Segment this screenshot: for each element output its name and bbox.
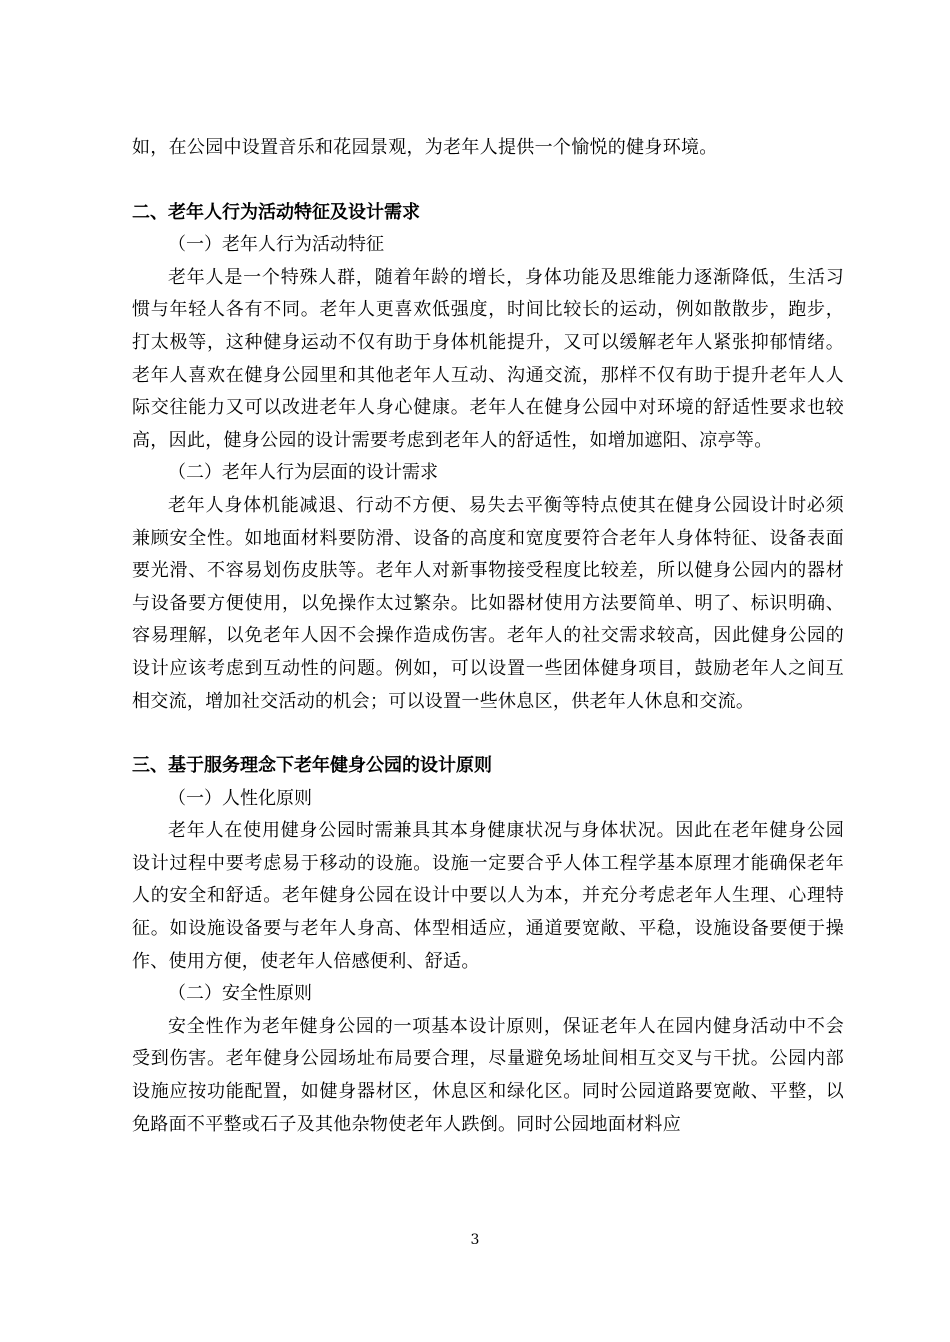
subsection-heading: （一）老年人行为活动特征 (168, 234, 384, 256)
subsection-heading: （二）老年人行为层面的设计需求 (168, 462, 438, 484)
body-paragraph: 老年人身体机能减退、行动不方便、易失去平衡等特点使其在健身公园设计时必须兼顾安全性。如地面材料要防滑、设备的高度和宽度要符合老年人身体特征、设备表面要光滑、不容易划伤皮肤等。老年人对新事物接受程度比较差，所以健身公园内的器材与设备要方便使用，以免操作太过繁杂。比如器材使用方法要简单、明了、标识明确、容易理解，以免老年人因不会操作造成伤害。老年人的社交需求较高，因此健身公园的设计应该考虑到互动性的问题。例如，可以设置一些团体健身项目，鼓励老年人之间互相交流，增加社交活动的机会；可以设置一些休息区，供老年人休息和交流。 (132, 494, 844, 712)
section-spacer (132, 718, 844, 750)
body-paragraph: 安全性作为老年健身公园的一项基本设计原则，保证老年人在园内健身活动中不会受到伤害。老年健身公园场址布局要合理，尽量避免场址间相互交叉与干扰。公园内部设施应按功能配置，如健身器材区，休息区和绿化区。同时公园道路要宽敞、平整，以免路面不平整或石子及其他杂物使老年人跌倒。同时公园地面材料应 (132, 1015, 844, 1135)
subsection-heading: （一）人性化原则 (168, 787, 312, 809)
section-heading: 三、基于服务理念下老年健身公园的设计原则 (132, 755, 492, 777)
section-spacer (132, 165, 844, 197)
subsection-heading: （二）安全性原则 (168, 983, 312, 1005)
document-body (132, 132, 844, 1141)
body-paragraph: 老年人是一个特殊人群，随着年龄的增长，身体功能及思维能力逐渐降低，生活习惯与年轻人各有不同。老年人更喜欢低强度，时间比较长的运动，例如散散步，跑步，打太极等，这种健身运动不仅有助于身体机能提升，又可以缓解老年人紧张抑郁情绪。老年人喜欢在健身公园里和其他老年人互动、沟通交流，那样不仅有助于提升老年人人际交往能力又可以改进老年人身心健康。老年人在健身公园中对环境的舒适性要求也较高，因此，健身公园的设计需要考虑到老年人的舒适性，如增加遮阳、凉亭等。 (132, 266, 844, 451)
section-heading: 二、老年人行为活动特征及设计需求 (132, 201, 420, 223)
body-paragraph: 老年人在使用健身公园时需兼具其本身健康状况与身体状况。因此在老年健身公园设计过程中要考虑易于移动的设施。设施一定要合乎人体工程学基本原理才能确保老年人的安全和舒适。老年健身公园在设计中要以人为本，并充分考虑老年人生理、心理特征。如设施设备要与老年人身高、体型相适应，通道要宽敞、平稳，设施设备要便于操作、使用方便，使老年人倍感便利、舒适。 (132, 820, 844, 972)
page-number: 3 (470, 1232, 480, 1248)
intro-paragraph: 如，在公园中设置音乐和花园景观，为老年人提供一个愉悦的健身环境。 (132, 137, 718, 158)
